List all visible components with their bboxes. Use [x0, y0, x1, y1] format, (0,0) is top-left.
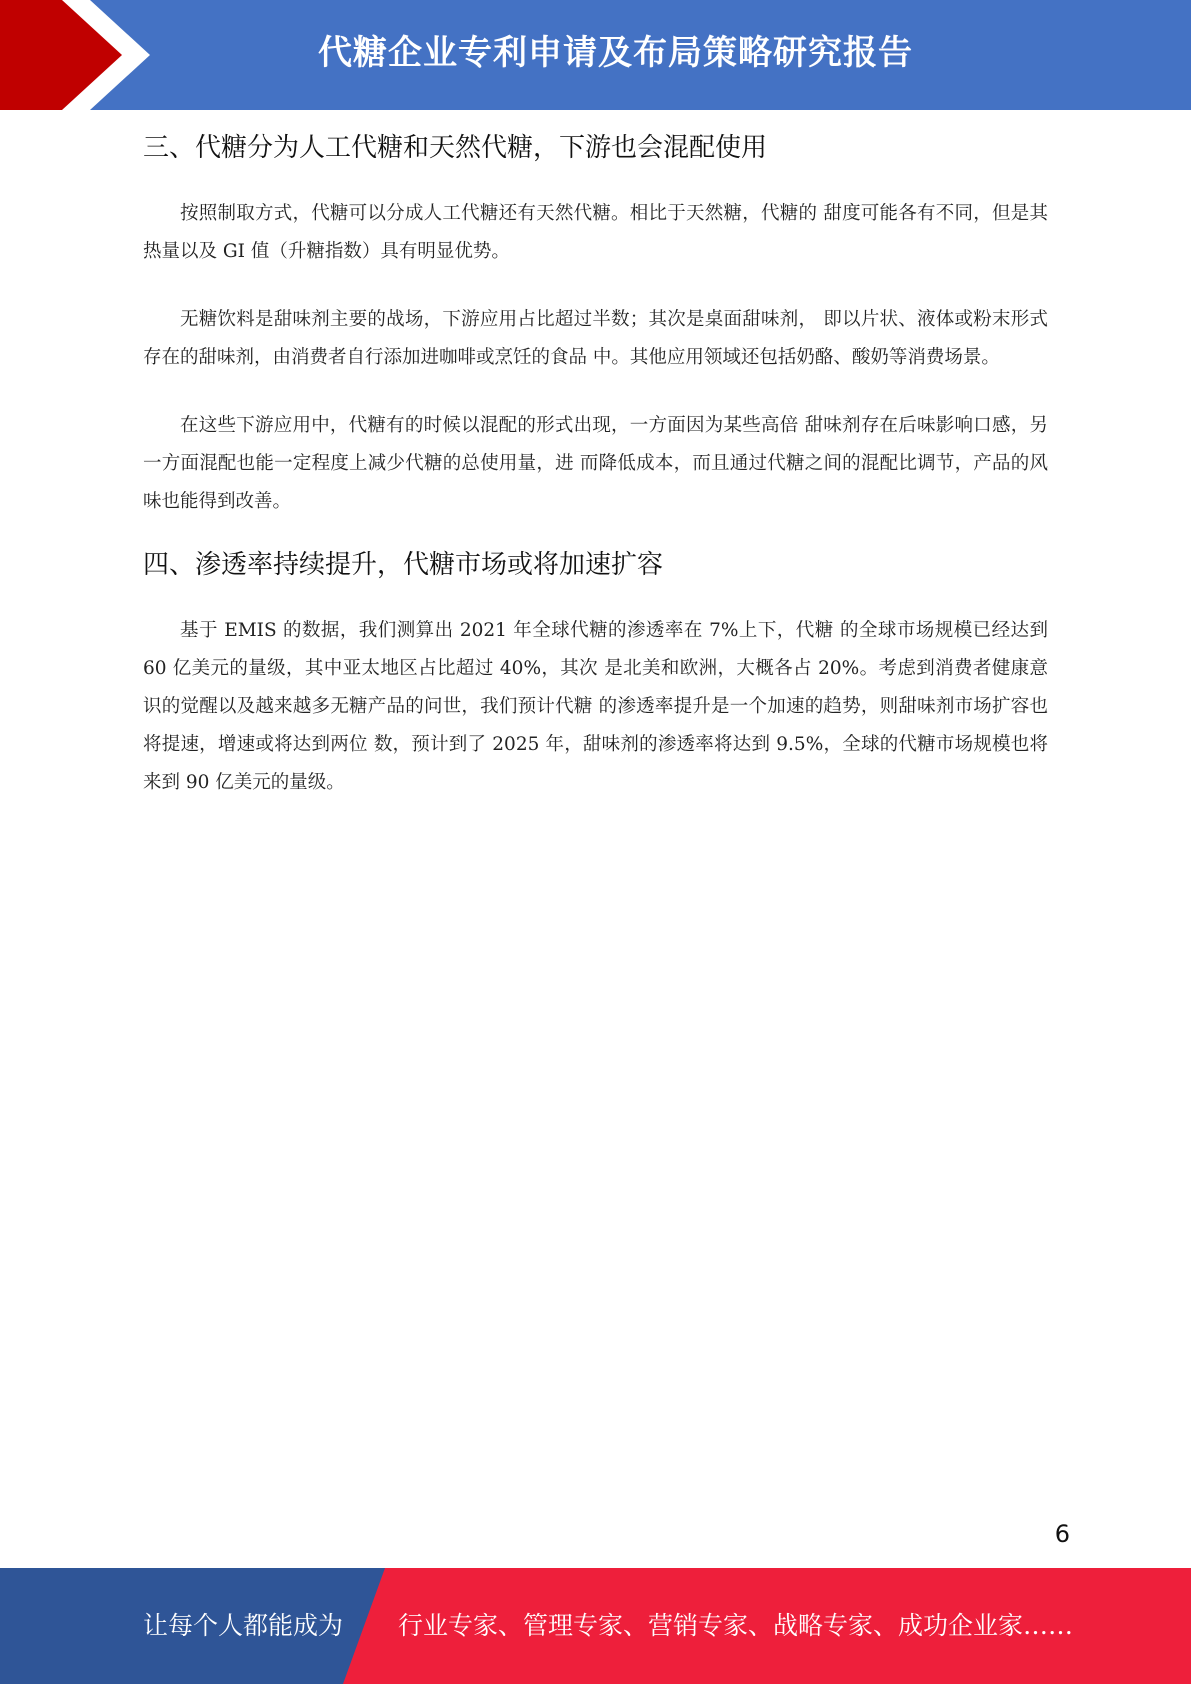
paragraph: 在这些下游应用中，代糖有的时候以混配的形式出现，一方面因为某些高倍 甜味剂存在后味影响口感，另一方面混配也能一定程度上减少代糖的总使用量，进 而降低成本，而且通过代糖之间的混配比调节，产品的风味也能得到改善。 [143, 415, 1048, 512]
paragraph: 基于 EMIS 的数据，我们测算出 2021 年全球代糖的渗透率在 7%上下，代糖 的全球市场规模已经达到 60 亿美元的量级，其中亚太地区占比超过 40%，其次 是北美和欧洲，大概各占 20%。考虑到消费者健康意识的觉醒以及越来越多无糖产品的问世，我们预计代糖 的渗透率提升是一个加速的趋势，则甜味剂市场扩容也将提速，增速或将达到两位 数，预计到了 2025 年，甜味剂的渗透率将达到 9.5%，全球的代糖市场规模也将 来到 90 亿美元的量级。 [143, 620, 1048, 793]
report-title: 代糖企业专利申请及布局策略研究报告 [318, 33, 913, 73]
section-three [143, 126, 1048, 521]
page-header [0, 0, 1191, 110]
section-heading: 三、代糖分为人工代糖和天然代糖，下游也会混配使用 [143, 133, 768, 163]
page-footer [0, 1568, 1191, 1684]
paragraph: 按照制取方式，代糖可以分成人工代糖还有天然代糖。相比于天然糖，代糖的 甜度可能各有不同，但是其热量以及 GI 值（升糖指数）具有明显优势。 [143, 203, 1048, 262]
footer-slogan-left: 让每个人都能成为 [143, 1611, 344, 1640]
document-body [143, 126, 1048, 802]
paragraph: 无糖饮料是甜味剂主要的战场，下游应用占比超过半数；其次是桌面甜味剂， 即以片状、液体或粉末形式存在的甜味剂，由消费者自行添加进咖啡或烹饪的食品 中。其他应用领域还包括奶酪、酸奶等消费场景。 [143, 309, 1048, 368]
section-heading: 四、渗透率持续提升，代糖市场或将加速扩容 [143, 550, 664, 580]
section-four [143, 543, 1048, 802]
footer-slogan-right: 行业专家、管理专家、营销专家、战略专家、成功企业家…… [398, 1611, 1074, 1640]
page-number: 6 [1054, 1520, 1070, 1548]
